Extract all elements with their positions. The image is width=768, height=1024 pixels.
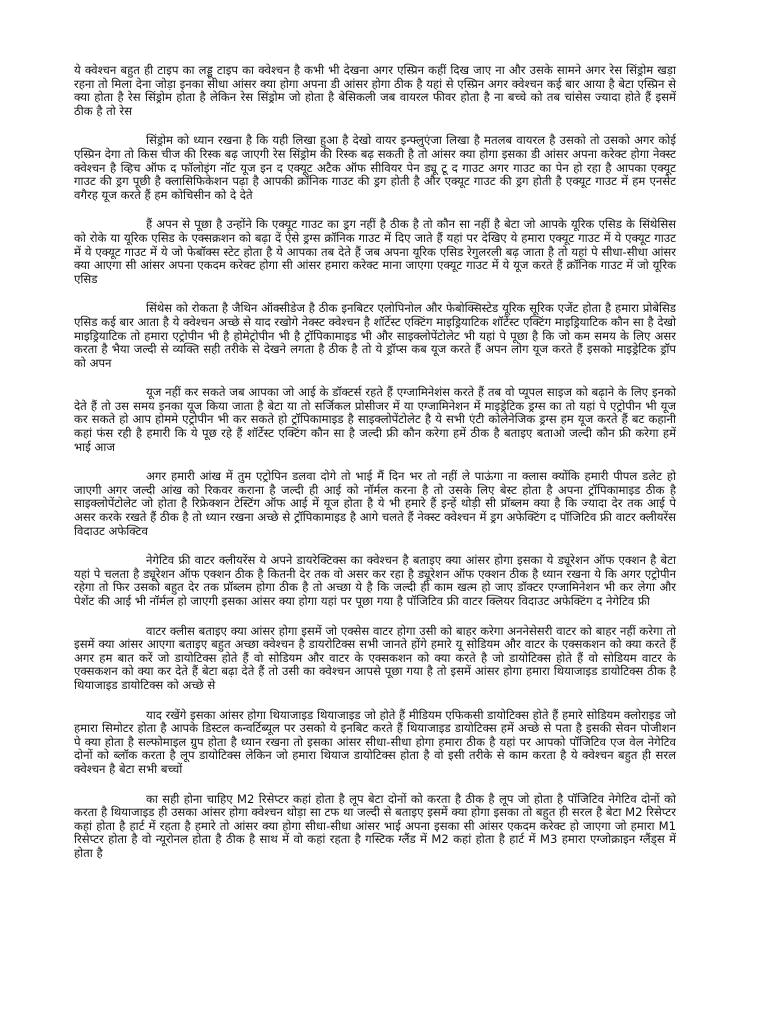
paragraph: ये क्वेश्चन बहुत ही टाइप का लड्डू टाइप का क्वेश्चन है कभी भी देखना अगर एस्प्रिन कहीं दिख जाए ना और उसके सामने अगर रेस सिंड्रोम खड़ा रहना तो मिला देना जोड़ा इनका सीधा आंसर क्या होगा अपना डी आंसर होगा ठीक है यहां से एस्प्रिन अगर क्वेश्चन कई बार आया है बेटा एस्प्रिन से क्या होता है रेस सिंड्रोम होता है लेकिन रेस सिंड्रोम जो होता है बेसिकली जब वायरल फीवर होता है ना बच्चे को तब चांसेस ज्यादा होते हैं इसमें ठीक है तो रेस (74, 63, 676, 118)
paragraph: याद रखेंगे इसका आंसर होगा थियाजाइड थियाजाइड जो होते हैं मीडियम एफिकसी डायोटिक्स होते हैं हमारे सोडियम क्लोराइड जो हमारा सिमोटर होता है आपके डिस्टल कन्वर्टिब्यूल पर उसको ये इनबिट करते हैं थियाजाइड डायोटिक्स हमें अच्छे से पता है इसकी सेवन पोजीशन पे क्या होता है सल्फोमाइल ग्रुप होता है ध्यान रखना तो इसका आंसर सीधा-सीधा होगा हमारा ठीक है यहां पर आपको पॉजिटिव एज वेल नेगेटिव दोनों को ब्लॉक करता है लूप डायोटिक्स लेकिन जो हमारा थियाज डायोटिक्स होता है वो इसी तरीके से काम करता है ये क्वेश्चन बहुत ही सरल क्वेश्चन है बेटा सभी बच्चों (74, 707, 676, 776)
paragraph: सिंथेस को रोकता है जैथिन ऑक्सीडेज है ठीक इनबिटर एलोपिनोल और फेबोक्सिस्टेड यूरिक सूरिक एजेंट होता है हमारा प्रोबेसिड एसिड कई बार आता है ये क्वेश्चन अच्छे से याद रखोगे नेक्स्ट क्वेश्चन है शॉर्टेस्ट एक्टिंग माइड्रियाटिक शॉर्टेस्ट एक्टिंग माइड्रियाटिक कौन सा है देखो माइड्रियाटिक तो हमारा एट्रोपीन भी है होमेट्रोपीन भी है ट्रॉपिकामाइड भी और साइक्लोपेंटोलेट भी यहां पे पूछा है कि जो कम समय के लिए असर करता है भैया जल्दी से व्यक्ति सही तरीके से देखने लगता है ठीक है तो ये ड्रॉप्स कब यूज करते हैं अपन लोग यूज करते हैं इसको माइड्रेटिक ड्रॉप को अपन (74, 301, 676, 370)
paragraph: यूज नहीं कर सकते जब आपका जो आई के डॉक्टर्स रहते हैं एग्जामिनेशंस करते हैं तब वो प्यूपल साइज को बढ़ाने के लिए इनको देते हैं तो उस समय इनका यूज किया जाता है बेटा या तो सर्जिकल प्रोसीजर में या एग्जामिनेशन में माइड्रेटिक ड्रग्स का तो यहां पे एट्रोपीन भी यूज कर सकते हो आप होममे एट्रोपीन भी कर सकते हो ट्रॉपिकामाइड है साइक्लोपेंटोलेट है ये सभी एंटी कोलेनेजिक ड्रग्स हम यूज करते हैं बट कहानी कहां फंस रही है हमारी कि ये पूछ रहे हैं शॉर्टेस्ट एक्टिंग कौन सा है जल्दी फ्री कौन करेगा हमें ठीक है बताइए बताओ जल्दी कौन फ्री करेगा हमें भाई आज (74, 385, 676, 454)
paragraph: अगर हमारी आंख में तुम एट्रोपिन डलवा दोगे तो भाई मैं दिन भर तो नहीं ले पाऊंगा ना क्लास क्योंकि हमारी पीपल डलेट हो जाएगी अगर जल्दी आंख को रिकवर कराना है जल्दी ही आई को नॉर्मल करना है तो उसके लिए बेस्ट होता है अपना ट्रॉपिकामाइड ठीक है साइक्लोपेंटोलेट जो होता है रिफ्रेक्शन टेस्टिंग ऑफ आई में यूज होता है ये भी हमारे हैं इन्हें थोड़ी सी प्रॉब्लम क्या है कि ज्यादा देर तक आई पे असर करके रखते हैं ठीक है तो ध्यान रखना अच्छे से ट्रॉपिकामाइड है आगे चलते हैं नेक्स्ट क्वेश्चन में ड्रग अफेक्टिंग द पॉजिटिव फ्री वाटर क्लीयरेंस विदाउट अफेक्टिव (74, 469, 676, 538)
paragraph: हैं अपन से पूछा है उन्होंने कि एक्यूट गाउट का ड्रग नहीं है ठीक है तो कौन सा नहीं है बेटा जो आपके यूरिक एसिड के सिंथेसिस को रोके या यूरिक एसिड के एक्सक्रशन को बढ़ा दें ऐसे ड्रग्स क्रॉनिक गाउट में दिए जाते हैं यहां पर देखिए ये हमारा एक्यूट गाउट में ये एक्यूट गाउट में ये एक्यूट गाउट में ये जो फेबॉक्स स्टेट होता है ये आपका तब देते हैं जब अपना यूरिक एसिड रेगुलरली बढ़ जाता है तो यहां पे सीधा-सीधा आंसर क्या आएगा सी आंसर अपना एकदम करेक्ट होगा सी आंसर हमारा करेक्ट माना जाएगा एक्यूट गाउट में ये यूज करते हैं क्रॉनिक गाउट में जो यूरिक एसिड (74, 217, 676, 286)
paragraph: का सही होना चाहिए M2 रिसेप्टर कहां होता है लूप बेटा दोनों को करता है ठीक है लूप जो होता है पॉजिटिव नेगेटिव दोनों को करता है थियाजाइड ही उसका आंसर होगा क्वेश्चन थोड़ा सा टफ था जल्दी से बताइए इसमें क्या होगा इसका तो बहुत ही सरल है बेटा M2 रिसेप्टर कहां होता है हार्ट में रहता है हमारे तो आंसर क्या होगा सीधा-सीधा आंसर भाई अपना इसका सी आंसर एकदम करेक्ट हो जाएगा जो हमारा M1 रिसेप्टर होता है वो न्यूरोनल होता है ठीक है साथ में वो कहां रहता है गस्टिक ग्लैंड में M2 कहां होता है हार्ट में M3 हमारा एग्जोक्राइन ग्लैंड्स में होता है (74, 791, 676, 860)
paragraph: वाटर क्लीस बताइए क्या आंसर होगा इसमें जो एक्सेस वाटर होगा उसी को बाहर करेगा अननेसेसरी वाटर को बाहर नहीं करेगा तो इसमें क्या आंसर आएगा बताइए बहुत अच्छा क्वेश्चन है डायरोटिक्स सभी जानते होंगे हमारे यू सोडियम और वाटर के एक्सकशन को क्या करते हैं अगर हम बात करें जो डायोटिक्स होते हैं वो सोडियम और वाटर के एक्सकशन को क्या करते है जो डायोटिक्स होते हैं वो सोडियम वाटर के एक्सकशन को क्या कर देते हैं बेटा बढ़ा देते हैं तो उसी का क्वेश्चन आपसे पूछा गया है तो इसमें आंसर होगा हमारा थियाजाइड डायोटिक्स ठीक है थियाजाइड डायोटिक्स को अच्छे से (74, 623, 676, 692)
paragraph: सिंड्रोम को ध्यान रखना है कि यही लिखा हुआ है देखो वायर इन्फ्लुएंजा लिखा है मतलब वायरल है उसको तो उसको अगर कोई एस्प्रिन देगा तो किस चीज की रिस्क बढ़ जाएगी रेस सिंड्रोम की रिस्क बढ़ सकती है तो आंसर क्या होगा इसका डी आंसर अपना करेक्ट होगा नेक्स्ट क्वेश्चन है व्हिच ऑफ द फॉलोइंग नॉट यूज इन द एक्यूट अटैक ऑफ सीवियर पेन ड्यू टू द गाउट अगर गाउट का पेन हो रहा है आपका एक्यूट गाउट की ड्रग पूछी है क्लासिफिकेशन पढ़ा है आपकी क्रॉनिक गाउट की ड्रग होती है और एक्यूट गाउट की ड्रग होती है एक्यूट गाउट में हम एनसेट वगैरह यूज करते हैं हम कोचिसीन को दे देते (74, 133, 676, 202)
paragraph: नेगेटिव फ्री वाटर क्लीयरेंस ये अपने डायरेक्टिक्स का क्वेश्चन है बताइए क्या आंसर होगा इसका ये ड्यूरेशन ऑफ एक्शन है बेटा यहां पे चलता है ड्यूरेशन ऑफ एक्शन ठीक है कितनी देर तक वो असर कर रहा है ड्यूरेशन ऑफ एक्शन ठीक है ध्यान रखना ये कि अगर एट्रोपीन रहेगा तो फिर उसको बहुत देर तक प्रॉब्लम होगा ठीक है तो अच्छा ये है कि जल्दी ही काम खत्म हो जाए डॉक्टर एग्जामिनेशन भी कर लेगा और पेशेंट की आई भी नॉर्मल हो जाएगी इसका आंसर क्या होगा यहां पर पूछा गया है पॉजिटिव फ्री वाटर क्लियर विदाउट अफेक्टिंग द नेगेटिव फ्री (74, 553, 676, 608)
